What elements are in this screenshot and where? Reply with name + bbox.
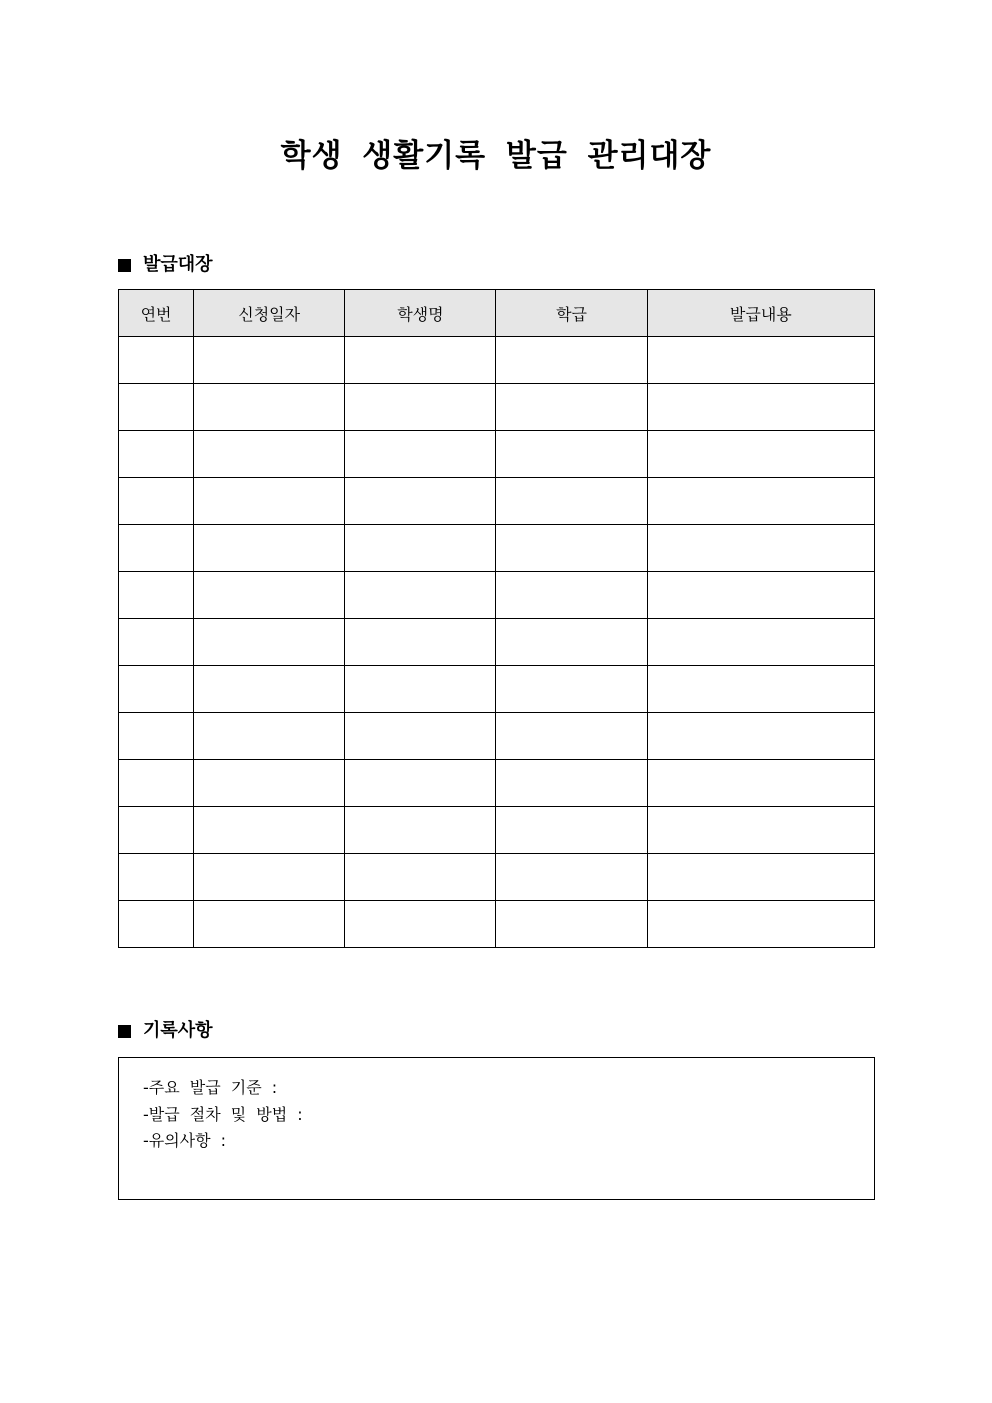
table-cell[interactable] <box>194 713 345 760</box>
table-cell[interactable] <box>194 854 345 901</box>
table-cell[interactable] <box>496 666 647 713</box>
table-cell[interactable] <box>194 384 345 431</box>
table-cell[interactable] <box>496 901 647 948</box>
table-cell[interactable] <box>119 854 194 901</box>
table-cell[interactable] <box>345 901 496 948</box>
table-row <box>119 525 875 572</box>
table-body <box>119 337 875 948</box>
table-cell[interactable] <box>647 572 874 619</box>
table-cell[interactable] <box>647 384 874 431</box>
table-cell[interactable] <box>119 619 194 666</box>
table-cell[interactable] <box>496 384 647 431</box>
table-cell[interactable] <box>119 760 194 807</box>
column-header-class: 학급 <box>496 290 647 337</box>
table-cell[interactable] <box>345 713 496 760</box>
table-row <box>119 619 875 666</box>
table-cell[interactable] <box>345 666 496 713</box>
table-cell[interactable] <box>194 337 345 384</box>
table-cell[interactable] <box>345 807 496 854</box>
table-cell[interactable] <box>345 572 496 619</box>
table-cell[interactable] <box>647 666 874 713</box>
table-cell[interactable] <box>496 713 647 760</box>
notes-list <box>119 1058 874 1155</box>
table-cell[interactable] <box>345 760 496 807</box>
table-cell[interactable] <box>194 807 345 854</box>
table-cell[interactable] <box>647 854 874 901</box>
page-title: 학생 생활기록 발급 관리대장 <box>280 138 712 174</box>
table-cell[interactable] <box>119 572 194 619</box>
issuance-ledger-table <box>118 289 875 948</box>
table-cell[interactable] <box>194 572 345 619</box>
table-cell[interactable] <box>194 619 345 666</box>
table-cell[interactable] <box>194 760 345 807</box>
table-cell[interactable] <box>119 337 194 384</box>
table-row <box>119 760 875 807</box>
table-cell[interactable] <box>194 901 345 948</box>
table-row <box>119 713 875 760</box>
table-cell[interactable] <box>345 431 496 478</box>
table-cell[interactable] <box>647 619 874 666</box>
table-row <box>119 478 875 525</box>
table-cell[interactable] <box>647 478 874 525</box>
table-cell[interactable] <box>345 478 496 525</box>
table-cell[interactable] <box>119 525 194 572</box>
table-cell[interactable] <box>647 431 874 478</box>
square-bullet-icon <box>118 259 131 272</box>
table-cell[interactable] <box>194 666 345 713</box>
note-line-procedure: -발급 절차 및 방법 : <box>143 1104 303 1124</box>
table-cell[interactable] <box>496 337 647 384</box>
table-cell[interactable] <box>647 713 874 760</box>
table-cell[interactable] <box>496 854 647 901</box>
table-cell[interactable] <box>119 807 194 854</box>
section-heading-label: 발급대장 <box>143 254 213 275</box>
table-cell[interactable] <box>647 760 874 807</box>
table-header-row <box>119 290 875 337</box>
table-cell[interactable] <box>496 619 647 666</box>
table-cell[interactable] <box>647 807 874 854</box>
section-heading-label: 기록사항 <box>143 1020 213 1041</box>
column-header-number: 연번 <box>119 290 194 337</box>
table-cell[interactable] <box>345 337 496 384</box>
column-header-student-name: 학생명 <box>345 290 496 337</box>
table-cell[interactable] <box>194 525 345 572</box>
table-cell[interactable] <box>119 478 194 525</box>
table-cell[interactable] <box>345 619 496 666</box>
note-line-cautions: -유의사항 : <box>143 1131 227 1150</box>
table-cell[interactable] <box>194 431 345 478</box>
table-cell[interactable] <box>345 854 496 901</box>
notes-box <box>118 1057 875 1200</box>
section-heading-issuance <box>118 252 213 278</box>
table-cell[interactable] <box>119 666 194 713</box>
note-line-issuance-criteria: -주요 발급 기준 : <box>143 1078 278 1097</box>
section-heading-notes <box>118 1018 213 1044</box>
table-cell[interactable] <box>496 807 647 854</box>
square-bullet-icon <box>118 1025 131 1038</box>
table-cell[interactable] <box>496 478 647 525</box>
table-cell[interactable] <box>345 525 496 572</box>
table-row <box>119 384 875 431</box>
table-cell[interactable] <box>119 431 194 478</box>
table-row <box>119 901 875 948</box>
table-cell[interactable] <box>647 337 874 384</box>
table-cell[interactable] <box>496 431 647 478</box>
column-header-request-date: 신청일자 <box>194 290 345 337</box>
table-cell[interactable] <box>119 384 194 431</box>
column-header-issuance-content: 발급내용 <box>647 290 874 337</box>
table-cell[interactable] <box>496 760 647 807</box>
table-cell[interactable] <box>194 478 345 525</box>
table-cell[interactable] <box>647 525 874 572</box>
table-cell[interactable] <box>496 525 647 572</box>
table-cell[interactable] <box>119 901 194 948</box>
table-row <box>119 431 875 478</box>
table-cell[interactable] <box>647 901 874 948</box>
table-cell[interactable] <box>345 384 496 431</box>
table-row <box>119 337 875 384</box>
table-row <box>119 854 875 901</box>
table-row <box>119 572 875 619</box>
table-row <box>119 666 875 713</box>
table-cell[interactable] <box>496 572 647 619</box>
table-row <box>119 807 875 854</box>
table-cell[interactable] <box>119 713 194 760</box>
